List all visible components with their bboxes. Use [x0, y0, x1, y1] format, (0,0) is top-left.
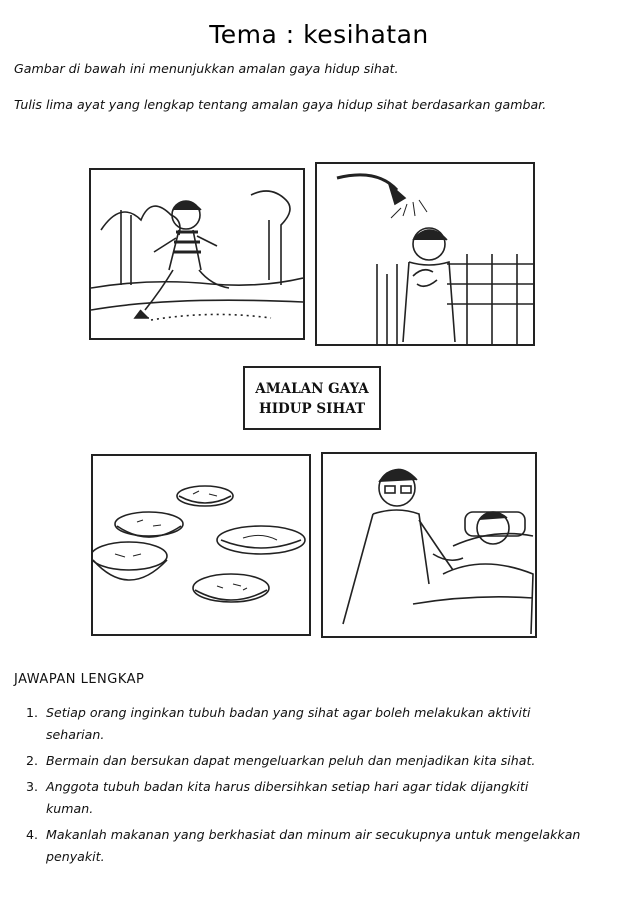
doctor-patient-drawing — [323, 454, 535, 636]
intro-text: Gambar di bawah ini menunjukkan amalan gaya hidup sihat. — [14, 61, 399, 76]
shower-boy-drawing — [317, 164, 533, 344]
doctor-panel — [321, 452, 537, 638]
center-label-line1: AMALAN GAYA — [255, 381, 369, 397]
answer-number: 4. — [26, 827, 39, 842]
answer-line: Bermain dan bersukan dapat mengeluarkan peluh dan menjadikan kita sihat. — [46, 753, 536, 768]
running-boy-panel — [89, 168, 305, 340]
answer-number: 3. — [26, 779, 39, 794]
healthy-food-panel — [91, 454, 311, 636]
answers-heading: JAWAPAN LENGKAP — [14, 672, 145, 687]
answer-number: 1. — [26, 705, 39, 720]
answer-item — [22, 750, 622, 772]
healthy-lifestyle-illustration — [45, 148, 565, 663]
answer-line: Anggota tubuh badan kita harus dibersihkan setiap hari agar tidak dijangkiti — [46, 779, 529, 794]
answer-line: Makanlah makanan yang berkhasiat dan minum air secukupnya untuk mengelakkan — [46, 827, 581, 842]
answer-list — [22, 702, 622, 872]
instruction-text: Tulis lima ayat yang lengkap tentang amalan gaya hidup sihat berdasarkan gambar. — [14, 97, 547, 112]
running-boy-drawing — [91, 170, 303, 338]
answer-item — [22, 702, 622, 746]
answer-item — [22, 776, 622, 820]
page-title: Tema : kesihatan — [209, 20, 429, 49]
food-bowls-drawing — [93, 456, 309, 634]
center-label-box — [243, 366, 381, 430]
answer-item — [22, 824, 622, 868]
answer-line: Setiap orang inginkan tubuh badan yang sihat agar boleh melakukan aktiviti — [46, 705, 531, 720]
answer-line: seharian. — [46, 727, 105, 742]
answer-number: 2. — [26, 753, 39, 768]
shower-panel — [315, 162, 535, 346]
answer-line: penyakit. — [46, 849, 105, 864]
answer-line: kuman. — [46, 801, 94, 816]
center-label-line2: HIDUP SIHAT — [258, 401, 365, 417]
